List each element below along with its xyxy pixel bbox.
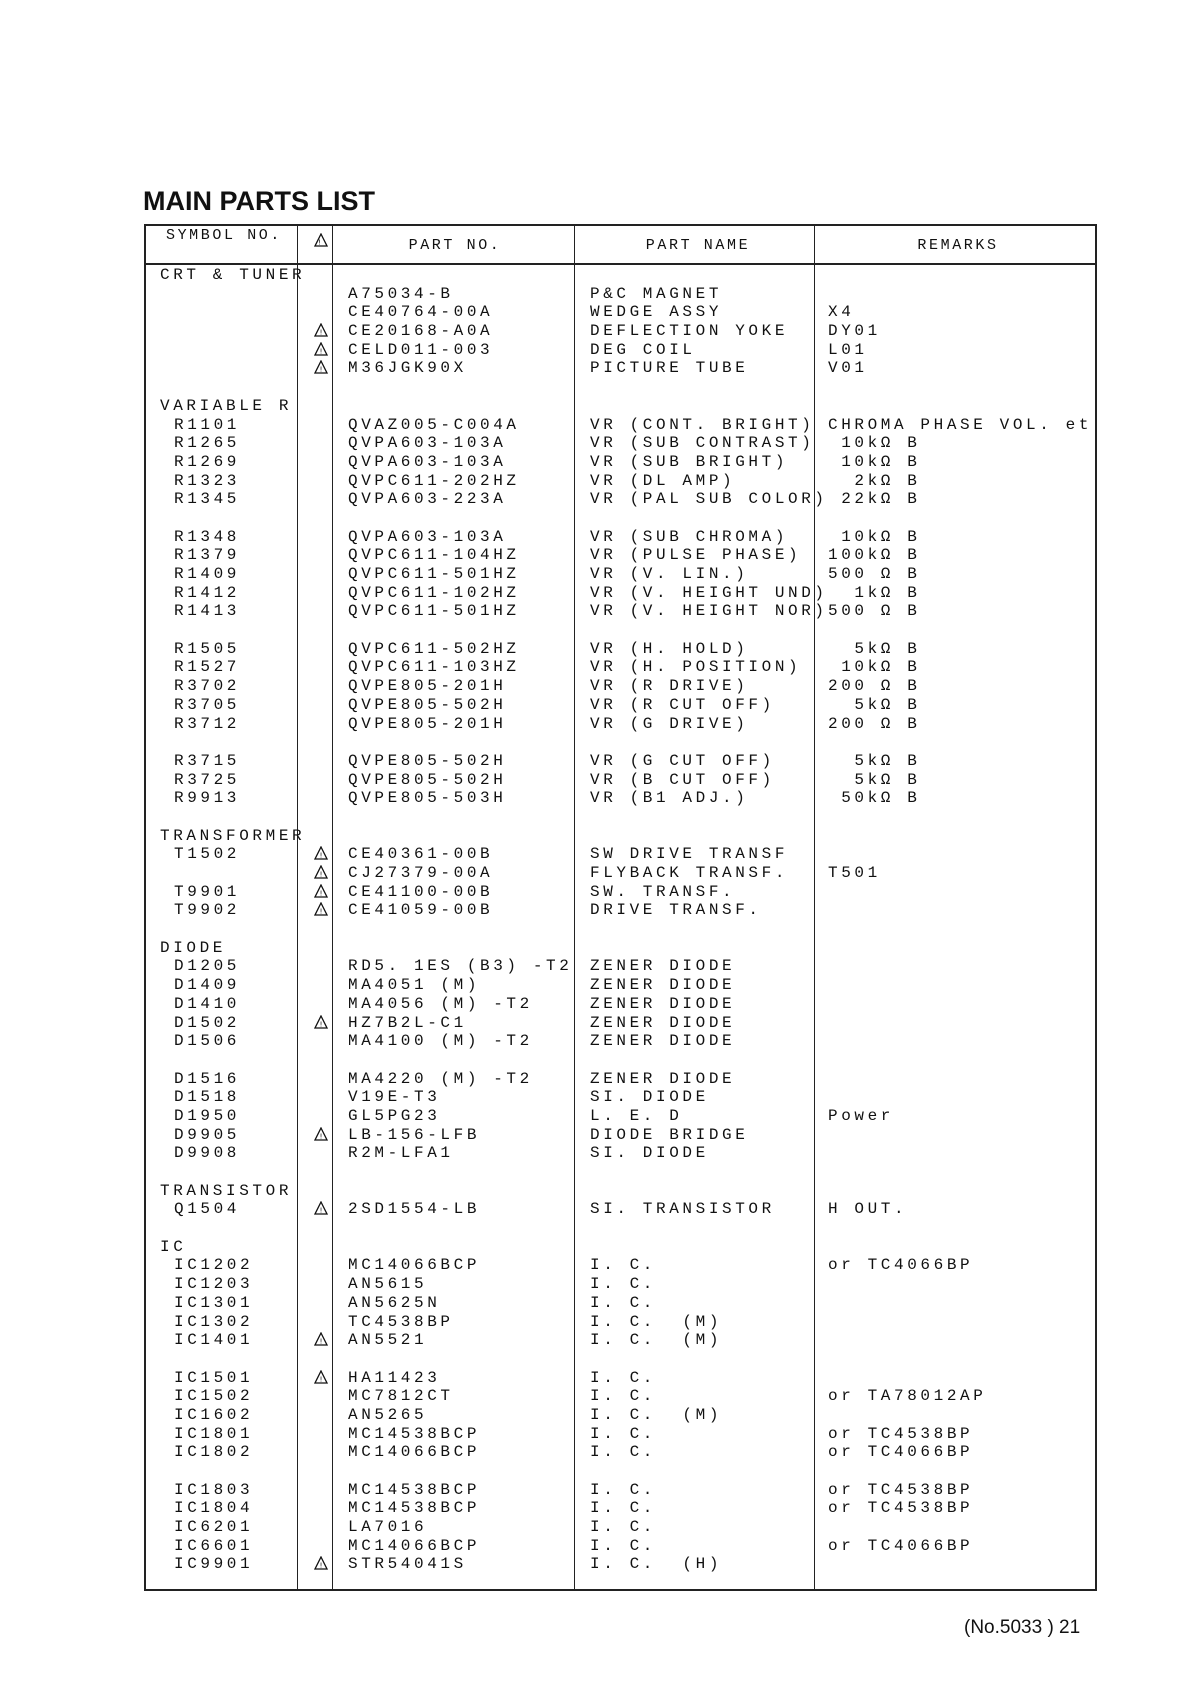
- group-heading-row: [146, 1182, 1095, 1201]
- remarks-cell: 10kΩ B: [828, 527, 921, 546]
- part-name-cell: P&C MAGNET: [590, 284, 723, 303]
- part-number-cell: QVPE805-503H: [348, 789, 507, 808]
- svg-text:!: !: [319, 907, 323, 916]
- part-number-cell: STR54041S: [348, 1555, 467, 1574]
- symbol-cell: R3712: [174, 714, 241, 733]
- part-number-cell: LB-156-LFB: [348, 1125, 481, 1144]
- table-row: [146, 1481, 1095, 1500]
- symbol-cell: Q1504: [174, 1200, 241, 1219]
- header-symbol-no: SYMBOL NO.: [165, 227, 282, 244]
- part-number-cell: CE40764-00A: [348, 303, 494, 322]
- table-row: [146, 584, 1095, 603]
- part-number-cell: CE41100-00B: [348, 882, 494, 901]
- svg-text:!: !: [319, 851, 323, 860]
- table-row: [146, 976, 1095, 995]
- part-number-cell: AN5625N: [348, 1293, 441, 1312]
- part-number-cell: QVPA603-223A: [348, 490, 507, 509]
- part-number-cell: MC14538BCP: [348, 1424, 481, 1443]
- group-spacer: [146, 920, 1095, 939]
- safety-warning-icon: [310, 359, 332, 378]
- part-name-cell: ZENER DIODE: [590, 994, 736, 1013]
- remarks-cell: 22kΩ B: [828, 490, 921, 509]
- table-row: [146, 677, 1095, 696]
- symbol-cell: D1410: [174, 994, 241, 1013]
- part-number-cell: QVAZ005-C004A: [348, 415, 520, 434]
- remarks-cell: 2kΩ B: [828, 471, 921, 490]
- svg-text:!: !: [319, 328, 323, 337]
- part-name-cell: SW. TRANSF.: [590, 882, 736, 901]
- part-number-cell: QVPE805-201H: [348, 714, 507, 733]
- part-number-cell: QVPA603-103A: [348, 434, 507, 453]
- row-spacer: [146, 621, 1095, 640]
- part-name-cell: VR (H. POSITION): [590, 658, 802, 677]
- part-name-cell: I. C. (M): [590, 1312, 723, 1331]
- symbol-cell: R1323: [174, 471, 241, 490]
- table-row: [146, 957, 1095, 976]
- table-row: [146, 1126, 1095, 1145]
- part-name-cell: I. C.: [590, 1443, 657, 1462]
- table-row: [146, 995, 1095, 1014]
- part-number-cell: AN5521: [348, 1331, 428, 1350]
- table-row: [146, 771, 1095, 790]
- part-name-cell: VR (R CUT OFF): [590, 695, 775, 714]
- remarks-cell: 10kΩ B: [828, 658, 921, 677]
- symbol-cell: IC1401: [174, 1331, 254, 1350]
- svg-text:!: !: [319, 347, 323, 356]
- table-row: [146, 1499, 1095, 1518]
- symbol-cell: R1409: [174, 565, 241, 583]
- table-row: [146, 1555, 1095, 1574]
- table-row: [146, 434, 1095, 453]
- group-heading-row: [146, 1238, 1095, 1257]
- table-row: [146, 1387, 1095, 1406]
- table-row: [146, 1425, 1095, 1444]
- group-heading: IC: [160, 1237, 187, 1256]
- part-name-cell: SI. DIODE: [590, 1088, 709, 1107]
- symbol-cell: IC1301: [174, 1293, 254, 1312]
- part-name-cell: I. C. (M): [590, 1405, 723, 1424]
- part-name-cell: I. C.: [590, 1424, 657, 1443]
- safety-warning-icon: [310, 1014, 332, 1033]
- remarks-cell: 200 Ω B: [828, 714, 921, 733]
- part-number-cell: QVPE805-502H: [348, 770, 507, 789]
- safety-warning-icon: [310, 1331, 332, 1350]
- symbol-cell: IC6201: [174, 1518, 254, 1537]
- part-number-cell: MC7812CT: [348, 1387, 454, 1406]
- symbol-cell: D1409: [174, 976, 241, 995]
- remarks-cell: or TC4538BP: [828, 1499, 974, 1518]
- part-number-cell: V19E-T3: [348, 1088, 441, 1107]
- part-name-cell: VR (V. HEIGHT UND): [590, 583, 828, 602]
- table-row: [146, 1369, 1095, 1388]
- part-name-cell: VR (SUB CONTRAST): [590, 434, 815, 453]
- symbol-cell: D1502: [174, 1013, 241, 1032]
- part-number-cell: QVPC611-102HZ: [348, 583, 520, 602]
- part-name-cell: ZENER DIODE: [590, 1069, 736, 1088]
- remarks-cell: or TC4066BP: [828, 1256, 974, 1275]
- table-row: [146, 1107, 1095, 1126]
- table-row: [146, 490, 1095, 509]
- part-name-cell: VR (B CUT OFF): [590, 770, 775, 789]
- remarks-cell: 10kΩ B: [828, 434, 921, 453]
- svg-text:!: !: [319, 1337, 323, 1346]
- group-spacer: [146, 1163, 1095, 1182]
- part-name-cell: VR (R DRIVE): [590, 677, 749, 696]
- part-number-cell: AN5615: [348, 1275, 428, 1294]
- remarks-cell: H OUT.: [828, 1200, 908, 1219]
- part-number-cell: MA4220 (M) -T2: [348, 1069, 533, 1088]
- part-name-cell: I. C.: [590, 1256, 657, 1275]
- part-number-cell: CJ27379-00A: [348, 864, 494, 882]
- row-spacer: [146, 509, 1095, 528]
- table-row: [146, 1088, 1095, 1107]
- symbol-cell: R1379: [174, 546, 241, 565]
- remarks-cell: or TC4066BP: [828, 1536, 974, 1555]
- safety-warning-icon: [310, 1555, 332, 1574]
- symbol-cell: R1101: [174, 415, 241, 434]
- part-name-cell: VR (G CUT OFF): [590, 751, 775, 770]
- part-number-cell: LA7016: [348, 1518, 428, 1537]
- remarks-cell: 5kΩ B: [828, 770, 921, 789]
- symbol-cell: R9913: [174, 789, 241, 808]
- part-number-cell: MA4051 (M): [348, 976, 481, 995]
- part-number-cell: MC14538BCP: [348, 1499, 481, 1518]
- part-name-cell: DIODE BRIDGE: [590, 1125, 749, 1144]
- part-name-cell: I. C.: [590, 1293, 657, 1312]
- symbol-cell: IC1302: [174, 1312, 254, 1331]
- parts-table: [144, 224, 1097, 1591]
- table-row: [146, 845, 1095, 864]
- part-number-cell: CE41059-00B: [348, 901, 494, 920]
- part-number-cell: AN5265: [348, 1405, 428, 1424]
- svg-text:!: !: [318, 238, 324, 247]
- table-row: [146, 565, 1095, 584]
- part-name-cell: VR (G DRIVE): [590, 714, 749, 733]
- safety-warning-icon: [310, 341, 332, 360]
- safety-warning-icon: [310, 1200, 332, 1219]
- part-number-cell: HZ7B2L-C1: [348, 1013, 467, 1032]
- part-name-cell: DRIVE TRANSF.: [590, 901, 762, 920]
- part-name-cell: VR (B1 ADJ.): [590, 789, 749, 808]
- header-safety-icon: [306, 233, 336, 250]
- symbol-cell: IC9901: [174, 1555, 254, 1574]
- table-row: [146, 322, 1095, 341]
- row-spacer: [146, 733, 1095, 752]
- part-number-cell: QVPC611-501HZ: [348, 602, 520, 621]
- remarks-cell: Power: [828, 1106, 895, 1125]
- part-name-cell: ZENER DIODE: [590, 1013, 736, 1032]
- table-row: [146, 602, 1095, 621]
- table-row: [146, 1032, 1095, 1051]
- remarks-cell: L01: [828, 340, 868, 359]
- svg-text:!: !: [319, 1375, 323, 1384]
- part-name-cell: DEG COIL: [590, 340, 696, 359]
- table-row: [146, 1200, 1095, 1219]
- part-name-cell: ZENER DIODE: [590, 976, 736, 995]
- symbol-cell: R1413: [174, 602, 241, 621]
- table-row: [146, 696, 1095, 715]
- svg-text:!: !: [319, 1206, 323, 1215]
- symbol-cell: R1348: [174, 527, 241, 546]
- remarks-cell: or TA78012AP: [828, 1387, 987, 1406]
- part-name-cell: L. E. D: [590, 1106, 683, 1125]
- remarks-cell: 500 Ω B: [828, 565, 921, 583]
- part-name-cell: ZENER DIODE: [590, 957, 736, 976]
- page-title: MAIN PARTS LIST: [143, 186, 375, 216]
- part-number-cell: R2M-LFA1: [348, 1144, 454, 1163]
- symbol-cell: D1518: [174, 1088, 241, 1107]
- table-row: [146, 303, 1095, 322]
- symbol-cell: R1269: [174, 452, 241, 471]
- symbol-cell: D9908: [174, 1144, 241, 1163]
- svg-text:!: !: [319, 1020, 323, 1028]
- group-heading: DIODE: [160, 938, 227, 957]
- part-name-cell: SI. TRANSISTOR: [590, 1200, 775, 1219]
- symbol-cell: D1950: [174, 1106, 241, 1125]
- table-row: [146, 1256, 1095, 1275]
- part-number-cell: CE20168-A0A: [348, 322, 494, 341]
- remarks-cell: T501: [828, 864, 881, 882]
- part-name-cell: FLYBACK TRANSF.: [590, 864, 789, 882]
- part-number-cell: GL5PG23: [348, 1106, 441, 1125]
- group-heading: TRANSFORMER: [160, 826, 306, 845]
- table-row: [146, 658, 1095, 677]
- symbol-cell: R1527: [174, 658, 241, 677]
- safety-warning-icon: [310, 322, 332, 341]
- remarks-cell: 50kΩ B: [828, 789, 921, 808]
- safety-warning-icon: [310, 864, 332, 883]
- table-row: [146, 715, 1095, 734]
- table-row: [146, 453, 1095, 472]
- symbol-cell: IC1803: [174, 1480, 254, 1499]
- part-number-cell: MC14538BCP: [348, 1480, 481, 1499]
- symbol-cell: IC1202: [174, 1256, 254, 1275]
- safety-warning-icon: [310, 1126, 332, 1145]
- svg-text:!: !: [319, 889, 323, 898]
- symbol-cell: R3715: [174, 751, 241, 770]
- part-number-cell: TC4538BP: [348, 1312, 454, 1331]
- remarks-cell: 10kΩ B: [828, 452, 921, 471]
- part-number-cell: QVPC611-202HZ: [348, 471, 520, 490]
- table-row: [146, 1070, 1095, 1089]
- group-heading-row: [146, 939, 1095, 958]
- symbol-cell: IC1602: [174, 1405, 254, 1424]
- table-row: [146, 1014, 1095, 1033]
- part-name-cell: I. C.: [590, 1499, 657, 1518]
- remarks-cell: or TC4538BP: [828, 1480, 974, 1499]
- part-name-cell: PICTURE TUBE: [590, 359, 749, 378]
- safety-warning-icon: [310, 1369, 332, 1388]
- symbol-cell: T9902: [174, 901, 241, 920]
- header-part-no: PART NO.: [408, 237, 502, 254]
- symbol-cell: R3705: [174, 695, 241, 714]
- svg-text:!: !: [319, 1561, 323, 1570]
- remarks-cell: 5kΩ B: [828, 639, 921, 658]
- symbol-cell: IC1804: [174, 1499, 254, 1518]
- symbol-cell: IC1502: [174, 1387, 254, 1406]
- part-name-cell: DEFLECTION YOKE: [590, 322, 789, 341]
- group-heading-row: [146, 827, 1095, 846]
- part-number-cell: MA4056 (M) -T2: [348, 994, 533, 1013]
- part-name-cell: WEDGE ASSY: [590, 303, 723, 322]
- table-row: [146, 1275, 1095, 1294]
- group-heading-row: [146, 266, 1095, 285]
- part-name-cell: VR (CONT. BRIGHT): [590, 415, 815, 434]
- part-name-cell: VR (H. HOLD): [590, 639, 749, 658]
- part-name-cell: I. C.: [590, 1368, 657, 1387]
- svg-text:!: !: [319, 870, 323, 879]
- table-row: [146, 1537, 1095, 1556]
- page-footer: (No.5033 ) 21: [964, 1617, 1081, 1638]
- part-name-cell: VR (DL AMP): [590, 471, 736, 490]
- symbol-cell: IC1802: [174, 1443, 254, 1462]
- safety-warning-icon: [310, 883, 332, 902]
- part-number-cell: QVPA603-103A: [348, 452, 507, 471]
- part-name-cell: VR (V. LIN.): [590, 565, 749, 583]
- group-heading-row: [146, 397, 1095, 416]
- symbol-cell: T9901: [174, 882, 241, 901]
- symbol-cell: IC1801: [174, 1424, 254, 1443]
- part-number-cell: QVPE805-502H: [348, 695, 507, 714]
- part-name-cell: VR (V. HEIGHT NOR): [590, 602, 828, 621]
- remarks-cell: V01: [828, 359, 868, 378]
- group-spacer: [146, 378, 1095, 397]
- symbol-cell: R1345: [174, 490, 241, 509]
- part-number-cell: MC14066BCP: [348, 1443, 481, 1462]
- safety-warning-icon: [310, 901, 332, 920]
- part-name-cell: VR (SUB CHROMA): [590, 527, 789, 546]
- part-name-cell: I. C.: [590, 1536, 657, 1555]
- symbol-cell: IC1501: [174, 1368, 254, 1387]
- table-row: [146, 528, 1095, 547]
- group-spacer: [146, 1219, 1095, 1238]
- remarks-cell: 500 Ω B: [828, 602, 921, 621]
- part-number-cell: M36JGK90X: [348, 359, 467, 378]
- table-row: [146, 1294, 1095, 1313]
- symbol-cell: D1506: [174, 1032, 241, 1051]
- symbol-cell: IC1203: [174, 1275, 254, 1294]
- part-name-cell: I. C. (H): [590, 1555, 723, 1574]
- remarks-cell: DY01: [828, 322, 881, 341]
- symbol-cell: IC6601: [174, 1536, 254, 1555]
- symbol-cell: T1502: [174, 845, 241, 864]
- remarks-cell: X4: [828, 303, 855, 322]
- table-body: [146, 266, 1095, 1574]
- svg-text:!: !: [319, 1132, 323, 1141]
- remarks-cell: 200 Ω B: [828, 677, 921, 696]
- part-name-cell: SW DRIVE TRANSF: [590, 845, 789, 864]
- table-row: [146, 883, 1095, 902]
- remarks-cell: or TC4066BP: [828, 1443, 974, 1462]
- part-number-cell: 2SD1554-LB: [348, 1200, 481, 1219]
- part-number-cell: HA11423: [348, 1368, 441, 1387]
- part-number-cell: QVPA603-103A: [348, 527, 507, 546]
- part-number-cell: QVPE805-201H: [348, 677, 507, 696]
- row-spacer: [146, 1350, 1095, 1369]
- group-heading: CRT & TUNER: [160, 266, 306, 284]
- part-number-cell: CELD011-003: [348, 340, 494, 359]
- header-part-name: PART NAME: [645, 237, 751, 254]
- part-name-cell: VR (PULSE PHASE): [590, 546, 802, 565]
- table-row: [146, 341, 1095, 360]
- part-name-cell: VR (SUB BRIGHT): [590, 452, 789, 471]
- table-row: [146, 1443, 1095, 1462]
- table-row: [146, 359, 1095, 378]
- table-row: [146, 1406, 1095, 1425]
- table-row: [146, 285, 1095, 304]
- part-number-cell: CE40361-00B: [348, 845, 494, 864]
- symbol-cell: R3702: [174, 677, 241, 696]
- part-number-cell: RD5. 1ES (B3) -T2: [348, 957, 573, 976]
- symbol-cell: D1516: [174, 1069, 241, 1088]
- remarks-cell: 5kΩ B: [828, 695, 921, 714]
- part-name-cell: I. C. (M): [590, 1331, 723, 1350]
- symbol-cell: R1412: [174, 583, 241, 602]
- table-row: [146, 1331, 1095, 1350]
- part-number-cell: QVPC611-501HZ: [348, 565, 520, 583]
- part-number-cell: A75034-B: [348, 284, 454, 303]
- group-spacer: [146, 808, 1095, 827]
- symbol-cell: R1505: [174, 639, 241, 658]
- table-row: [146, 472, 1095, 491]
- svg-text:!: !: [319, 365, 323, 374]
- part-number-cell: MC14066BCP: [348, 1256, 481, 1275]
- row-spacer: [146, 1051, 1095, 1070]
- table-row: [146, 1144, 1095, 1163]
- group-heading: VARIABLE R: [160, 396, 293, 415]
- part-name-cell: I. C.: [590, 1275, 657, 1294]
- part-number-cell: QVPC611-103HZ: [348, 658, 520, 677]
- table-row: [146, 546, 1095, 565]
- remarks-cell: CHROMA PHASE VOL. et: [828, 415, 1093, 434]
- part-number-cell: QVPE805-502H: [348, 751, 507, 770]
- part-number-cell: MA4100 (M) -T2: [348, 1032, 533, 1051]
- part-name-cell: VR (PAL SUB COLOR): [590, 490, 828, 509]
- remarks-cell: 1kΩ B: [828, 583, 921, 602]
- table-row: [146, 864, 1095, 883]
- part-name-cell: I. C.: [590, 1387, 657, 1406]
- safety-warning-icon: [310, 845, 332, 864]
- part-name-cell: SI. DIODE: [590, 1144, 709, 1163]
- row-spacer: [146, 1462, 1095, 1481]
- table-row: [146, 1518, 1095, 1537]
- remarks-cell: or TC4538BP: [828, 1424, 974, 1443]
- group-heading: TRANSISTOR: [160, 1181, 293, 1200]
- symbol-cell: R1265: [174, 434, 241, 453]
- part-name-cell: I. C.: [590, 1518, 657, 1537]
- remarks-cell: 5kΩ B: [828, 751, 921, 770]
- table-row: [146, 789, 1095, 808]
- table-row: [146, 901, 1095, 920]
- part-name-cell: ZENER DIODE: [590, 1032, 736, 1051]
- header-rule: [146, 263, 1095, 265]
- table-row: [146, 752, 1095, 771]
- part-number-cell: QVPC611-104HZ: [348, 546, 520, 565]
- table-row: [146, 640, 1095, 659]
- part-name-cell: I. C.: [590, 1480, 657, 1499]
- table-row: [146, 416, 1095, 435]
- symbol-cell: D9905: [174, 1125, 241, 1144]
- table-row: [146, 1313, 1095, 1332]
- part-number-cell: MC14066BCP: [348, 1536, 481, 1555]
- header-remarks: REMARKS: [917, 237, 999, 254]
- remarks-cell: 100kΩ B: [828, 546, 921, 565]
- part-number-cell: QVPC611-502HZ: [348, 639, 520, 658]
- symbol-cell: D1205: [174, 957, 241, 976]
- symbol-cell: R3725: [174, 770, 241, 789]
